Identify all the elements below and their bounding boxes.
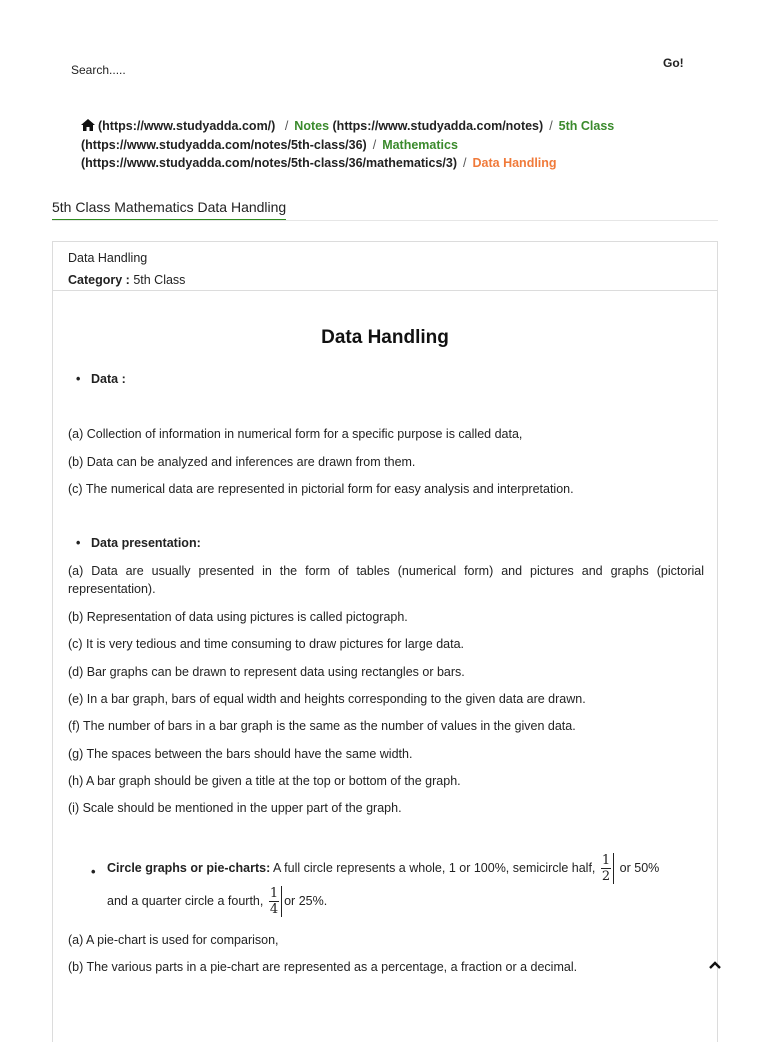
- paragraph: (c) The numerical data are represented in pictorial form for easy analysis and interpretation.: [68, 482, 574, 496]
- pie-chart-line-2: [107, 886, 704, 917]
- paragraph: (b) Data can be analyzed and inferences are drawn from them.: [68, 455, 416, 469]
- breadcrumb-mathematics[interactable]: Mathematics: [382, 137, 458, 152]
- breadcrumb-separator: /: [549, 119, 553, 133]
- category-value: 5th Class: [133, 273, 186, 287]
- go-button[interactable]: Go!: [663, 56, 684, 70]
- paragraph: (g) The spaces between the bars should have the same width.: [68, 747, 413, 761]
- pie-chart-line-1: [107, 853, 704, 884]
- bullet-dot: •: [91, 864, 96, 879]
- paragraph: (a) Data are usually presented in the form of tables (numerical form) and pictures and graphs (pictorial representation).: [68, 564, 704, 596]
- search-input[interactable]: [71, 62, 491, 78]
- category-label: Category :: [68, 273, 130, 287]
- breadcrumb-class[interactable]: 5th Class: [558, 119, 615, 133]
- breadcrumb: [81, 117, 681, 173]
- page-title: 5th Class Mathematics Data Handling: [52, 199, 286, 221]
- card-header: [53, 242, 717, 291]
- paragraph: (c) It is very tedious and time consuming to draw pictures for large data.: [68, 637, 465, 651]
- paragraph: (a) Collection of information in numerical form for a specific purpose is called data,: [68, 427, 523, 441]
- card-title: Data Handling: [68, 251, 148, 265]
- paragraph: (d) Bar graphs can be drawn to represent data using rectangles or bars.: [68, 665, 465, 679]
- paragraph: (b) Representation of data using pictures is called pictograph.: [68, 610, 408, 624]
- pie-text: or 50%: [619, 860, 660, 875]
- fraction-half: $\frac{1}{2}$: [601, 853, 614, 884]
- breadcrumb-separator: /: [463, 156, 467, 170]
- bullet-data: • Data :: [91, 372, 126, 386]
- paragraph: (f) The number of bars in a bar graph is the same as the number of values in the given data.: [68, 719, 576, 733]
- notes-card: [52, 241, 718, 1042]
- card-category: [68, 269, 702, 291]
- breadcrumb-mathematics-link[interactable]: (https://www.studyadda.com/notes/5th-class/36/mathematics/3): [81, 156, 458, 170]
- paragraph: (a) A pie-chart is used for comparison,: [68, 933, 279, 947]
- breadcrumb-notes-link[interactable]: (https://www.studyadda.com/notes): [332, 119, 544, 133]
- pie-text: A full circle represents a whole, 1 or 100%, semicircle half,: [273, 860, 596, 875]
- content-heading: Data Handling: [321, 327, 449, 348]
- bullet-data-presentation: • Data presentation:: [91, 536, 201, 550]
- paragraph: (e) In a bar graph, bars of equal width and heights corresponding to the given data are drawn.: [68, 692, 586, 706]
- paragraph: (b) The various parts in a pie-chart are represented as a percentage, a fraction or a decimal.: [68, 960, 578, 974]
- breadcrumb-notes[interactable]: Notes: [294, 119, 330, 133]
- paragraph: (i) Scale should be mentioned in the upper part of the graph.: [68, 801, 402, 815]
- breadcrumb-class-link[interactable]: (https://www.studyadda.com/notes/5th-class/36): [81, 137, 367, 152]
- search-bar: [71, 56, 711, 80]
- pie-text: or 25%.: [284, 893, 328, 908]
- scroll-to-top-icon[interactable]: [708, 960, 722, 970]
- paragraph: (h) A bar graph should be given a title at the top or bottom of the graph.: [68, 774, 461, 788]
- breadcrumb-separator: /: [284, 119, 289, 133]
- fraction-quarter: $\frac{1}{4}$: [269, 886, 282, 917]
- breadcrumb-current: Data Handling: [472, 156, 557, 170]
- breadcrumb-home[interactable]: [81, 119, 279, 133]
- breadcrumb-home-link[interactable]: (https://www.studyadda.com/): [98, 119, 276, 133]
- pie-text: and a quarter circle a fourth,: [107, 893, 264, 908]
- home-icon: [81, 119, 95, 131]
- breadcrumb-separator: /: [372, 137, 377, 152]
- bullet-pie-charts: Circle graphs or pie-charts:: [107, 860, 271, 875]
- title-divider: [52, 220, 718, 221]
